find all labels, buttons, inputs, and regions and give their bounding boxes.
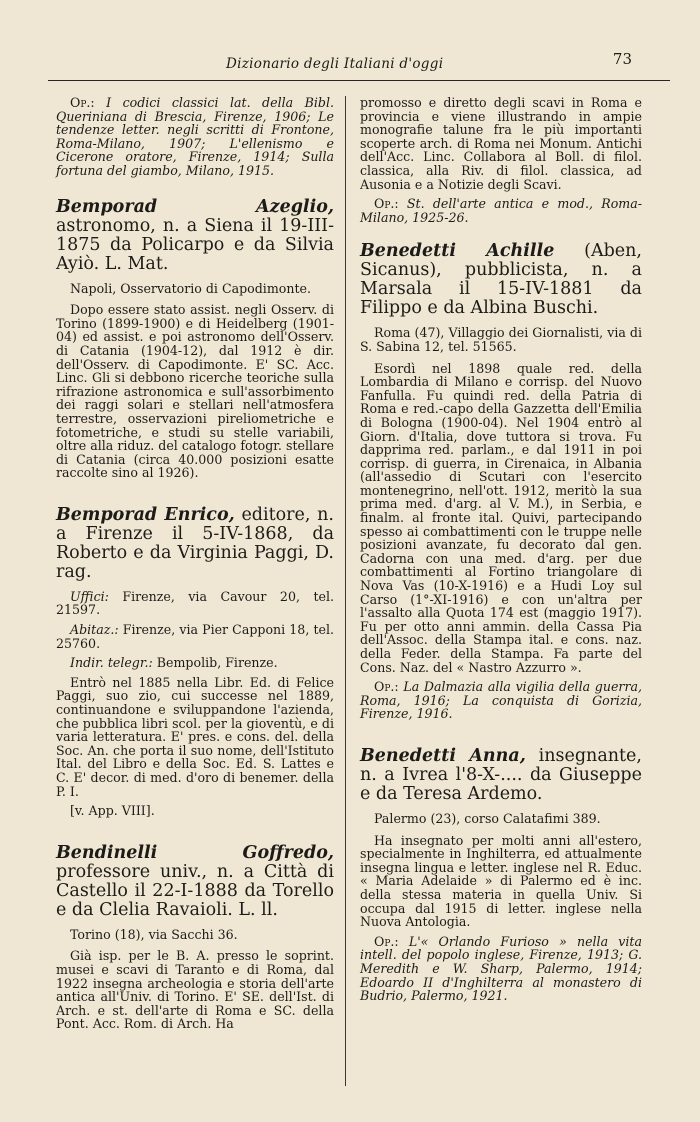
entry-body: Entrò nel 1885 nella Libr. Ed. di Felice Paggi, suo zio, cui successe nel 1889, continuandone e sviluppandone l'azienda, che pubblica libri scol. per la gioventù, e di varia letteratura. E' pres. e cons. del. della Soc. An. che porta il suo nome, dell'Istituto Ital. del Libro e della Soc. Ed. S. Lattes e C. E' decor. di med. d'oro di benemer. della P. I. <box>56 674 334 799</box>
left-column <box>56 96 334 1057</box>
entry-heading <box>56 506 334 582</box>
entry-heading <box>360 242 642 318</box>
entry-heading <box>56 844 334 920</box>
entry-heading <box>56 198 334 274</box>
entry-name: Bemporad Azeglio, <box>56 196 334 217</box>
home-text: Firenze, via Pier Capponi 18, tel. 25760. <box>56 622 334 651</box>
entry-intro: astronomo, n. a Siena il 19-III-1875 da Policarpo e da Silvia Ayiò. L. Mat. <box>56 215 334 274</box>
works-label: Op.: <box>70 95 95 110</box>
entry-name: Benedetti Achille <box>360 241 555 262</box>
running-title: Dizionario degli Italiani d'oggi <box>226 56 444 72</box>
continued-entry <box>360 96 642 224</box>
entry-address: Torino (18), via Sacchi 36. <box>70 926 238 942</box>
entry-home <box>56 623 334 650</box>
entry-body: Ha insegnato per molti anni all'estero, specialmente in Inghilterra, ed attualmente insegna lingua e letter. inglese nel R. Educ. « Maria Adelaide » di Palermo ed è inc. della stessa materia in quella Univ. Si occupa dal 1915 di letter. inglese nella Nuova Antologia. <box>360 832 642 930</box>
entry-body: Dopo essere stato assist. negli Osserv. di Torino (1899-1900) e di Heidelberg (1901-04) ed assist. e poi astronomo dell'Osserv. di Catania (1904-12), dal 1912 è dir. dell'Osserv. di Capodimonte. E' SC. Acc. Linc. Gli si debbono ricerche teoriche sulla rifrazione astronomica e sull'assorbimento dei raggi solari e stellari nell'atmosfera terrestre, osservazioni pireliometriche e fotometriche, e studi su stelle variabili, oltre alla riduz. del catalogo fotogr. stellare di Catania (circa 40.000 posizioni esatte raccolte sino al 1926). <box>56 302 334 481</box>
entry-intro: (Aben, Sicanus), pubblicista, n. a Marsala il 15-IV-1881 da Filippo e da Albina Buschi. <box>360 241 642 319</box>
works-paragraph <box>360 197 642 224</box>
entry-bemporad-azeglio <box>56 198 334 480</box>
column-divider <box>345 96 346 1086</box>
works-paragraph <box>56 96 334 178</box>
works-text: L'« Orlando Furioso » nella vita intell. del popolo inglese, Firenze, 1913; G. Meredith e W. Sharp, Palermo, 1914; Edoardo II d'Inghilterra al monastero di Budrio, Palermo, 1921. <box>360 933 642 1004</box>
works-text: I codici classici lat. della Bibl. Queriniana di Brescia, Firenze, 1906; Le tendenze letter. negli scritti di Frontone, Roma-Milano, 1907; L'ellenismo e Cicerone oratore, Firenze, 1914; Sulla fortuna del giambo, Milano, 1915. <box>56 95 334 178</box>
home-label: Abitaz.: <box>70 622 119 638</box>
entry-bemporad-enrico <box>56 506 334 818</box>
page-number: 73 <box>612 50 632 68</box>
entry-name: Benedetti Anna, <box>360 745 526 766</box>
offices-text: Firenze, via Cavour 20, tel. 21597. <box>56 588 334 618</box>
continued-entry <box>56 96 334 178</box>
works-paragraph <box>360 680 642 721</box>
entry-reference: [v. App. VIII]. <box>70 803 155 819</box>
right-column <box>360 96 642 1029</box>
entry-intro: professore univ., n. a Città di Castello il 22-I-1888 da Torello e da Clelia Ravaioli. L. ll. <box>56 861 334 920</box>
works-text: La Dalmazia alla vigilia della guerra, Roma, 1916; La conquista di Gorizia, Firenze, 1916. <box>360 679 642 722</box>
page-header <box>48 44 670 81</box>
entry-body: Già isp. per le B. A. presso le soprint. musei e scavi di Taranto e di Roma, dal 1922 insegna archeologia e storia dell'arte antica all'Univ. di Torino. E' SE. dell'Ist. di Arch. e st. dell'arte di Roma e SC. della Pont. Acc. Rom. di Arch. Ha <box>56 948 334 1032</box>
entry-name: Bendinelli Goffredo, <box>56 842 334 863</box>
entry-body: promosso e diretto degli scavi in Roma e provincia e viene illustrando in ampie monografie talune fra le più importanti scoperte arch. di Roma nei Monum. Antichi dell'Acc. Linc. Collabora al Boll. di filol. classica, alla Riv. di filol. classica, ad Ausonia e a Notizie degli Scavi. <box>360 95 642 192</box>
entry-name: Bemporad Enrico, <box>56 504 235 525</box>
works-label: Op.: <box>374 196 399 212</box>
offices-label: Uffici: <box>70 588 109 604</box>
entry-heading <box>360 747 642 804</box>
works-text: St. dell'arte antica e mod., Roma-Milano, 1925-26. <box>360 196 642 225</box>
entry-bendinelli-goffredo <box>56 844 334 1031</box>
works-label: Op.: <box>374 933 399 949</box>
telegraph-label: Indir. telegr.: <box>70 655 153 671</box>
entry-telegraph <box>56 656 334 670</box>
entry-address: Palermo (23), corso Calatafimi 389. <box>374 810 601 826</box>
entry-offices <box>56 590 334 617</box>
works-label: Op.: <box>374 679 399 695</box>
entry-benedetti-achille <box>360 242 642 721</box>
entry-address: Roma (47), Villaggio dei Giornalisti, via di S. Sabina 12, tel. 51565. <box>360 325 642 354</box>
telegraph-text: Bempolib, Firenze. <box>156 655 278 671</box>
entry-body: Esordì nel 1898 quale red. della Lombardia di Milano e corrisp. del Nuovo Fanfulla. Fu quindi red. della Patria di Roma e red.-capo della Gazzetta dell'Emilia di Bologna (1900-04). Nel 1904 entrò al Giorn. d'Italia, dove tuttora si trova. Fu dapprima red. parlam., e dal 1911 in poi corrisp. di guerra, in Cirenaica, in Albania (all'assedio di Scutari con l'esercito montenegrino, nell'ott. 1912, meritò la sua prima med. d'arg. al V. M.), in Serbia, e finalm. al fronte ital. Quivi, partecipando spesso ai combattimenti con le truppe nelle posizioni avanzate, fu decorato dal gen. Cadorna con una med. d'arg. per due combattimenti al Fortino triangolare di Nova Vas (10-X-1916) e a Hudi Loy sul Carso (1°-XI-1916) e con un'altra per l'assalto alla Quota 174 est (maggio 1917). Fu per otto anni ammin. della Cassa Pia dell'Assoc. della Stampa ital. e cons. naz. della Feder. della Stampa. Fa parte del Cons. Naz. del « Nastro Azzurro ». <box>360 360 642 675</box>
entry-intro: insegnante, n. a Ivrea l'8-X-.... da Giuseppe e da Teresa Ardemo. <box>360 745 642 804</box>
entry-benedetti-anna <box>360 747 642 1003</box>
entry-address: Napoli, Osservatorio di Capodimonte. <box>70 280 311 296</box>
entry-intro: editore, n. a Firenze il 5-IV-1868, da Roberto e da Virginia Paggi, D. rag. <box>56 504 334 582</box>
works-paragraph <box>360 935 642 1003</box>
